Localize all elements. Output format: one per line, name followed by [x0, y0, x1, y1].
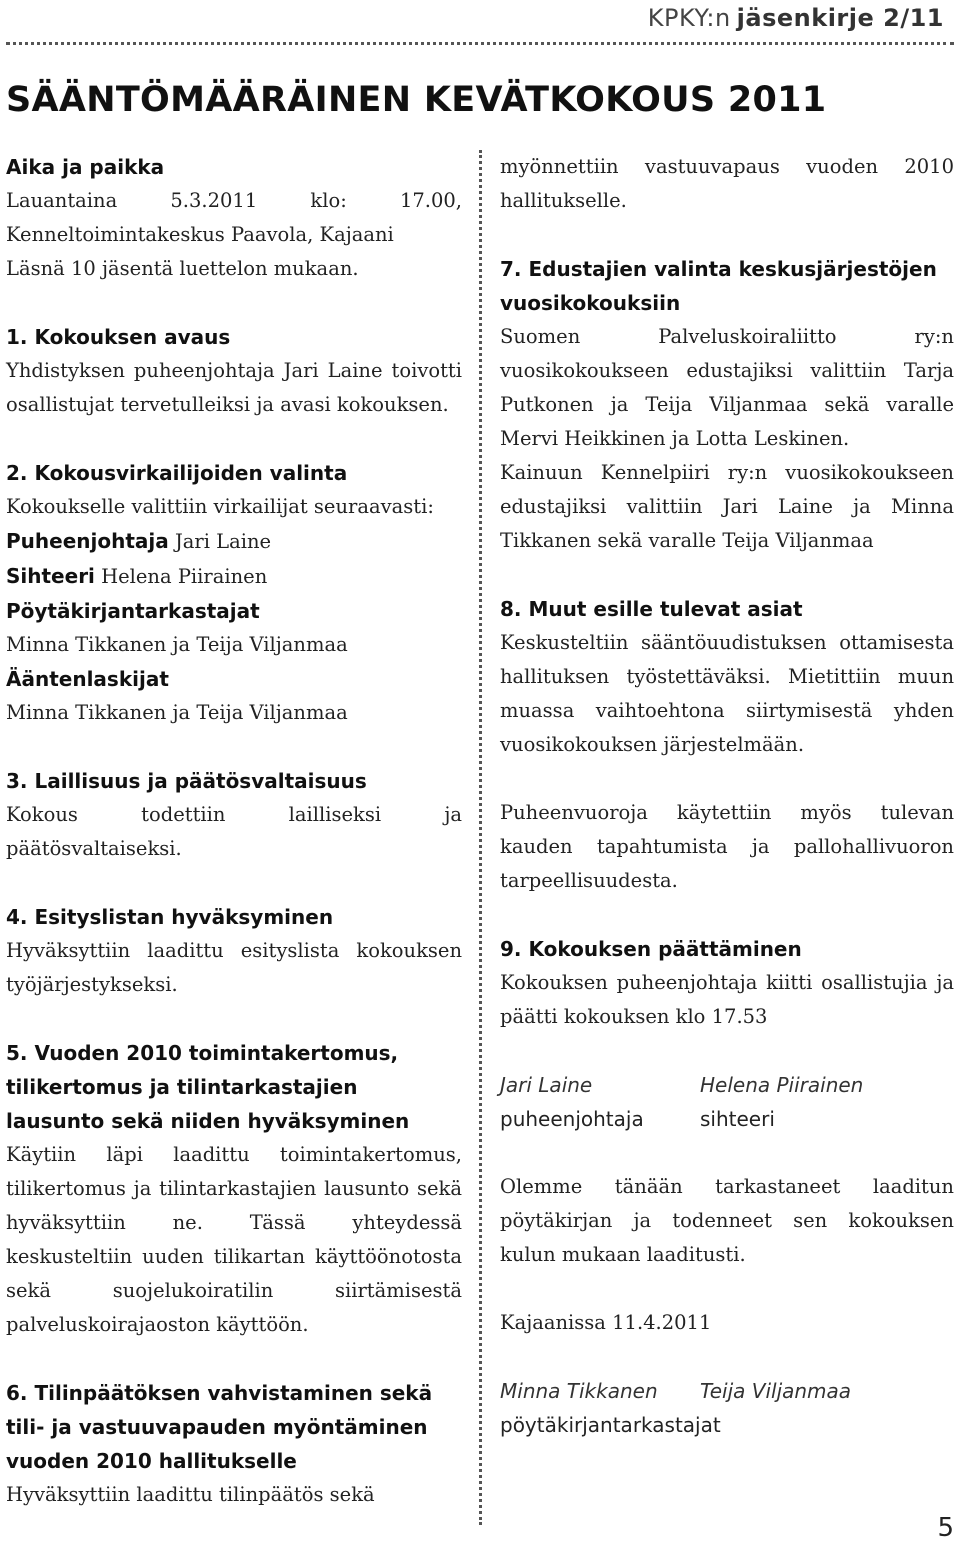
attendance-text: Läsnä 10 jäsentä luettelon mukaan. — [6, 257, 359, 280]
section-text: Hyväksyttiin laadittu esityslista kokouksen työjärjestykseksi. — [6, 939, 462, 996]
section-heading: 4. Esityslistan hyväksyminen — [6, 905, 334, 929]
checkers-names: Minna Tikkanen ja Teija Viljanmaa — [6, 633, 348, 656]
checkers-label: Pöytäkirjantarkastajat — [6, 599, 260, 623]
chair-name: Jari Laine — [174, 530, 272, 553]
section-6-continued — [500, 150, 954, 218]
document-title: SÄÄNTÖMÄÄRÄINEN KEVÄTKOKOUS 2011 — [6, 80, 827, 120]
section-heading: 6. Tilinpäätöksen vahvistaminen sekä tili- ja vastuuvapauden myöntäminen vuoden 2010 hallitukselle — [6, 1381, 433, 1473]
column-divider — [479, 150, 482, 1525]
signature-role-checkers: pöytäkirjantarkastajat — [500, 1413, 721, 1437]
page-number: 5 — [937, 1513, 954, 1543]
signature-names — [500, 1068, 954, 1102]
section-heading: 1. Kokouksen avaus — [6, 325, 231, 349]
header-divider — [6, 42, 954, 45]
section-text: Lauantaina 5.3.2011 klo: 17.00, Kenneltoimintakeskus Paavola, Kajaani — [6, 189, 462, 246]
signature-name-checker-2: Teija Viljanmaa — [700, 1379, 852, 1403]
section-text: Käytiin läpi laadittu toimintakertomus, tilikertomus ja tilintarkastajien lausunto sekä hyväksyttiin ne. Tässä yhteydessä keskusteltiin uuden tilikartan käyttöönotosta sekä suojelukoiratilin siirtämisestä palveluskoirajaoston käyttöön. — [6, 1143, 462, 1336]
secretary-line — [6, 559, 462, 594]
right-column — [500, 150, 954, 1442]
section-8 — [500, 592, 954, 762]
section-text: Suomen Palveluskoiraliitto ry:n vuosikokoukseen edustajiksi valittiin Tarja Putkonen ja Teija Viljanmaa sekä varalle Mervi Heikkinen ja Lotta Leskinen. — [500, 325, 954, 450]
place-date-text: Kajaanissa 11.4.2011 — [500, 1311, 712, 1334]
section-2 — [6, 456, 462, 730]
signature-name-chair: Jari Laine — [500, 1073, 593, 1097]
signature-name-checker-1: Minna Tikkanen — [500, 1379, 658, 1403]
signatures-checkers — [500, 1374, 954, 1442]
signature-role-secretary: sihteeri — [700, 1107, 775, 1131]
section-text: myönnettiin vastuuvapaus vuoden 2010 hallitukselle. — [500, 155, 954, 212]
section-time-place — [6, 150, 462, 286]
signatures-board — [500, 1068, 954, 1136]
secretary-name: Helena Piirainen — [101, 565, 268, 588]
section-8-paragraph — [500, 796, 954, 898]
section-heading: 3. Laillisuus ja päätösvaltaisuus — [6, 769, 367, 793]
section-text: Puheenvuoroja käytettiin myös tulevan kauden tapahtumista ja pallohallivuoron tarpeellisuudesta. — [500, 801, 954, 892]
chair-line — [6, 524, 462, 559]
section-4 — [6, 900, 462, 1002]
section-3 — [6, 764, 462, 866]
secretary-label: Sihteeri — [6, 564, 95, 588]
signature-names — [500, 1374, 954, 1408]
section-text: Hyväksyttiin laadittu tilinpäätös sekä — [6, 1483, 375, 1506]
section-6 — [6, 1376, 462, 1512]
section-text: Keskusteltiin sääntöuudistuksen ottamisesta hallituksen työstettäväksi. Mietittiin muun muassa vaihtoehtona siirtymisestä yhden vuosikokouksen järjestelmään. — [500, 631, 954, 756]
signature-name-secretary: Helena Piirainen — [700, 1073, 864, 1097]
section-text: Olemme tänään tarkastaneet laaditun pöytäkirjan ja todenneet sen kokouksen kulun mukaan laaditusti. — [500, 1175, 954, 1266]
section-text: Yhdistyksen puheenjohtaja Jari Laine toivotti osallistujat tervetulleiksi ja avasi kokouksen. — [6, 359, 462, 416]
section-1 — [6, 320, 462, 422]
section-heading: 9. Kokouksen päättäminen — [500, 937, 802, 961]
section-heading: 5. Vuoden 2010 toimintakertomus, tilikertomus ja tilintarkastajien lausunto sekä niiden hyväksyminen — [6, 1041, 410, 1133]
section-text: Kokous todettiin lailliseksi ja päätösvaltaiseksi. — [6, 803, 462, 860]
header-prefix: KPKY:n — [647, 4, 731, 32]
verification-statement — [500, 1170, 954, 1272]
left-column — [6, 150, 462, 1546]
section-9 — [500, 932, 954, 1034]
chair-label: Puheenjohtaja — [6, 529, 169, 553]
section-text: Kainuun Kennelpiiri ry:n vuosikokoukseen edustajiksi valittiin Jari Laine ja Minna Tikkanen sekä varalle Teija Viljanmaa — [500, 461, 954, 552]
tellers-names: Minna Tikkanen ja Teija Viljanmaa — [6, 701, 348, 724]
section-5 — [6, 1036, 462, 1342]
section-heading: 2. Kokousvirkailijoiden valinta — [6, 461, 348, 485]
section-heading: 8. Muut esille tulevat asiat — [500, 597, 803, 621]
place-date — [500, 1306, 954, 1340]
section-heading: 7. Edustajien valinta keskusjärjestöjen vuosikokouksiin — [500, 257, 937, 315]
header-title: jäsenkirje 2/11 — [736, 4, 944, 32]
tellers-label: Ääntenlaskijat — [6, 667, 169, 691]
section-text: Kokouksen puheenjohtaja kiitti osallistujia ja päätti kokouksen klo 17.53 — [500, 971, 954, 1028]
section-7 — [500, 252, 954, 558]
signature-role-chair: puheenjohtaja — [500, 1107, 644, 1131]
section-text: Kokoukselle valittiin virkailijat seuraavasti: — [6, 495, 434, 518]
section-heading: Aika ja paikka — [6, 155, 165, 179]
signature-role — [500, 1408, 954, 1442]
newsletter-header — [648, 4, 944, 32]
signature-roles — [500, 1102, 954, 1136]
